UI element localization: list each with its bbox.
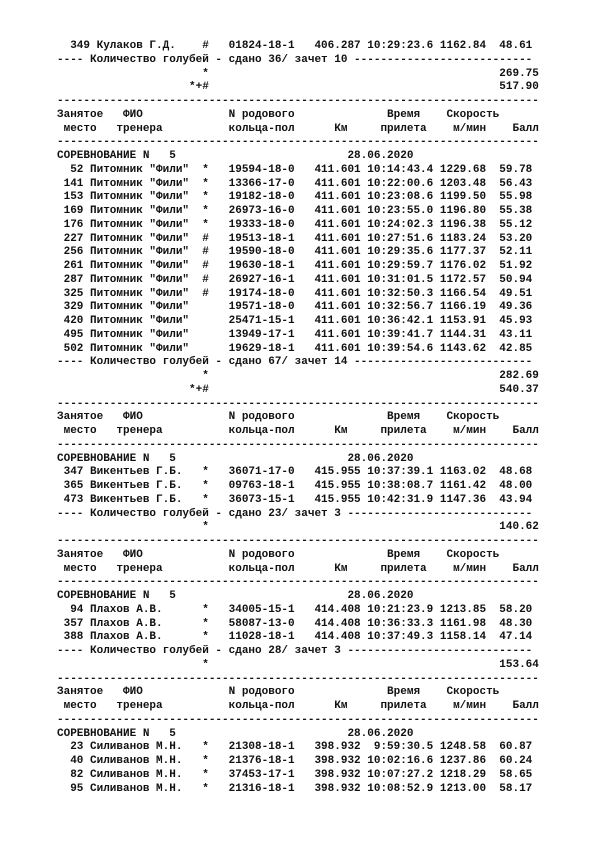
result-row: 287 Питомник "Фили" # 26927-16-1 411.601 10:31:01.5 1172.57 50.94	[57, 273, 533, 286]
result-row: 82 Силиванов М.Н. * 37453-17-1 398.932 10:07:27.2 1218.29 58.65	[57, 768, 533, 781]
result-row: 176 Питомник "Фили" * 19333-18-0 411.601 10:24:02.3 1196.38 55.12	[57, 218, 533, 231]
race-results-report	[57, 40, 539, 796]
result-row: 329 Питомник "Фили" 19571-18-0 411.601 10:32:56.7 1166.19 49.36	[57, 301, 533, 314]
points-subtotal: * 269.75	[57, 67, 539, 80]
column-header: Занятое ФИО N родового Время Скорость	[57, 108, 500, 121]
result-row: 325 Питомник "Фили" # 19174-18-0 411.601 10:32:50.3 1166.54 49.51	[57, 287, 533, 300]
result-row: 169 Питомник "Фили" * 26973-16-0 411.601 10:23:55.0 1196.80 55.38	[57, 205, 533, 217]
separator-line: -------------------------------------------------------------------------	[57, 535, 539, 547]
separator-line: -------------------------------------------------------------------------	[57, 713, 539, 726]
separator-line: -------------------------------------------------------------------------	[57, 397, 539, 410]
column-header: место тренера кольца-пол Км прилета м/мин Балл	[57, 122, 539, 135]
points-subtotal: *+# 540.37	[57, 383, 539, 396]
separator-line: -------------------------------------------------------------------------	[57, 438, 539, 451]
result-row: 495 Питомник "Фили" 13949-17-1 411.601 10:39:41.7 1144.31 43.11	[57, 328, 533, 341]
separator-line: -------------------------------------------------------------------------	[57, 136, 539, 149]
column-header: место тренера кольца-пол Км прилета м/мин Балл	[57, 700, 539, 712]
competition-header: СОРЕВНОВАНИЕ N 5 28.06.2020	[57, 590, 414, 602]
result-row: 347 Викентьев Г.Б. * 36071-17-0 415.955 10:37:39.1 1163.02 48.68	[57, 466, 533, 479]
column-header: Занятое ФИО N родового Время Скорость	[57, 411, 500, 424]
pigeon-count-summary: ---- Количество голубей - сдано 36/ зачет 10 ---------------------------	[57, 53, 533, 66]
column-header: место тренера кольца-пол Км прилета м/мин Балл	[57, 562, 539, 575]
result-row: 141 Питомник "Фили" * 13366-17-0 411.601 10:22:00.6 1203.48 56.43	[57, 177, 533, 190]
result-row: 40 Силиванов М.Н. * 21376-18-1 398.932 10:02:16.6 1237.86 60.24	[57, 755, 533, 767]
result-row: 95 Силиванов М.Н. * 21316-18-1 398.932 10:08:52.9 1213.00 58.17	[57, 782, 533, 795]
competition-header: СОРЕВНОВАНИЕ N 5 28.06.2020	[57, 727, 414, 740]
competition-header: СОРЕВНОВАНИЕ N 5 28.06.2020	[57, 452, 414, 465]
result-row: 388 Плахов А.В. * 11028-18-1 414.408 10:37:49.3 1158.14 47.14	[57, 631, 533, 644]
points-subtotal: *+# 517.90	[57, 81, 539, 94]
column-header: Занятое ФИО N родового Время Скорость	[57, 686, 500, 699]
points-subtotal: * 153.64	[57, 658, 539, 671]
result-row: 349 Кулаков Г.Д. # 01824-18-1 406.287 10:29:23.6 1162.84 48.61	[57, 40, 533, 52]
result-row: 52 Питомник "Фили" * 19594-18-0 411.601 10:14:43.4 1229.68 59.78	[57, 163, 533, 176]
pigeon-count-summary: ---- Количество голубей - сдано 28/ зачет 3 ----------------------------	[57, 645, 533, 657]
result-row: 261 Питомник "Фили" # 19630-18-1 411.601 10:29:59.7 1176.02 51.92	[57, 260, 533, 272]
result-row: 420 Питомник "Фили" 25471-15-1 411.601 10:36:42.1 1153.91 45.93	[57, 315, 533, 327]
result-row: 365 Викентьев Г.Б. * 09763-18-1 415.955 10:38:08.7 1161.42 48.00	[57, 480, 533, 492]
competition-header: СОРЕВНОВАНИЕ N 5 28.06.2020	[57, 150, 414, 162]
pigeon-count-summary: ---- Количество голубей - сдано 67/ зачет 14 ---------------------------	[57, 356, 533, 369]
result-row: 227 Питомник "Фили" # 19513-18-1 411.601 10:27:51.6 1183.24 53.20	[57, 232, 533, 245]
pigeon-count-summary: ---- Количество голубей - сдано 23/ зачет 3 ----------------------------	[57, 507, 533, 520]
result-row: 94 Плахов А.В. * 34005-15-1 414.408 10:21:23.9 1213.85 58.20	[57, 603, 533, 616]
points-subtotal: * 140.62	[57, 521, 539, 534]
separator-line: -------------------------------------------------------------------------	[57, 672, 539, 685]
column-header: место тренера кольца-пол Км прилета м/мин Балл	[57, 425, 539, 437]
result-row: 256 Питомник "Фили" # 19590-18-0 411.601 10:29:35.6 1177.37 52.11	[57, 246, 533, 259]
separator-line: -------------------------------------------------------------------------	[57, 95, 539, 107]
result-row: 153 Питомник "Фили" * 19182-18-0 411.601 10:23:08.6 1199.50 55.98	[57, 191, 533, 204]
result-row: 473 Викентьев Г.Б. * 36073-15-1 415.955 10:42:31.9 1147.36 43.94	[57, 493, 533, 506]
column-header: Занятое ФИО N родового Время Скорость	[57, 548, 500, 561]
points-subtotal: * 282.69	[57, 370, 539, 382]
result-row: 357 Плахов А.В. * 58087-13-0 414.408 10:36:33.3 1161.98 48.30	[57, 617, 533, 630]
separator-line: -------------------------------------------------------------------------	[57, 576, 539, 589]
result-row: 23 Силиванов М.Н. * 21308-18-1 398.932 9:59:30.5 1248.58 60.87	[57, 741, 533, 754]
result-row: 502 Питомник "Фили" 19629-18-1 411.601 10:39:54.6 1143.62 42.85	[57, 342, 533, 355]
